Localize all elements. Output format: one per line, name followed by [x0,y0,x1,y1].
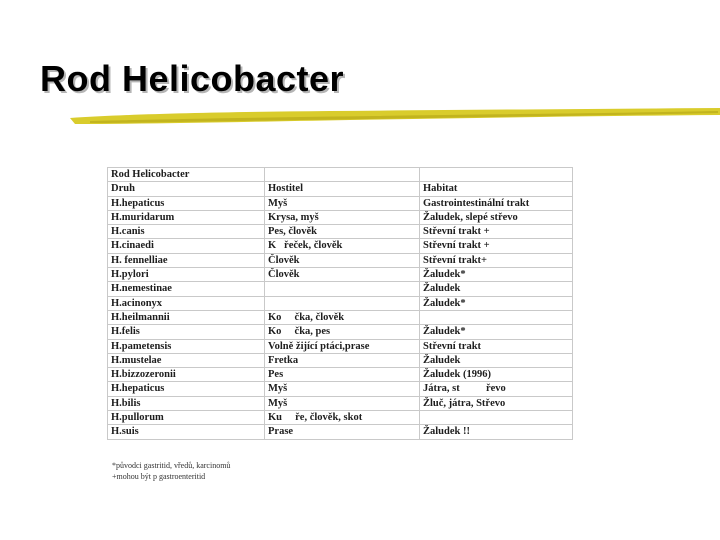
cell-hostitel: Fretka [265,353,420,367]
table-header-row [108,182,573,196]
cell-druh: H.bizzozeronii [108,368,265,382]
cell-habitat: Střevní trakt [420,339,573,353]
cell-habitat: Žaludek, slepé střevo [420,210,573,224]
table-row [108,282,573,296]
table-row [108,239,573,253]
table-row [108,411,573,425]
table-row [108,310,573,324]
cell-druh: H.canis [108,225,265,239]
footnote [112,460,230,482]
cell-habitat: Žaludek [420,282,573,296]
cell-habitat [420,411,573,425]
table-caption: Rod Helicobacter [108,168,265,182]
cell-druh: H.hepaticus [108,196,265,210]
helicobacter-table [107,167,573,440]
cell-hostitel: K řeček, člověk [265,239,420,253]
cell-habitat: Žaludek [420,353,573,367]
table-row [108,425,573,439]
cell-hostitel: Ku ře, člověk, skot [265,411,420,425]
cell-druh: H.nemestinae [108,282,265,296]
cell-druh: H.bilis [108,396,265,410]
cell-hostitel: Ko čka, člověk [265,310,420,324]
cell-druh: H.hepaticus [108,382,265,396]
cell-hostitel: Pes, člověk [265,225,420,239]
table-row [108,196,573,210]
helicobacter-table-container [107,167,573,440]
table-row [108,210,573,224]
slide-title: Rod Helicobacter [40,58,345,99]
table-row [108,253,573,267]
cell-habitat: Gastrointestinální trakt [420,196,573,210]
cell-habitat: Žaludek !! [420,425,573,439]
header-habitat: Habitat [420,182,573,196]
footnote-line-2: +mohou být p gastroenteritid [112,472,206,481]
cell-hostitel [265,296,420,310]
title-underline [70,104,720,128]
cell-hostitel: Člověk [265,253,420,267]
table-row [108,396,573,410]
cell-druh: H.pametensis [108,339,265,353]
cell-druh: H.mustelae [108,353,265,367]
header-hostitel: Hostitel [265,182,420,196]
cell-druh: H.felis [108,325,265,339]
cell-hostitel: Myš [265,196,420,210]
cell-druh: H.heilmannii [108,310,265,324]
footnote-line-1: *původci gastritid, vředů, karcinomů [112,461,231,470]
table-row [108,368,573,382]
cell-druh: H. fennelliae [108,253,265,267]
cell-habitat: Střevní trakt+ [420,253,573,267]
cell-hostitel: Myš [265,396,420,410]
cell-habitat: Žaludek* [420,325,573,339]
table-row [108,325,573,339]
cell-habitat: Střevní trakt + [420,225,573,239]
table-caption-row [108,168,573,182]
cell-habitat: Žaludek* [420,268,573,282]
cell-habitat: Žaludek* [420,296,573,310]
cell-habitat [420,310,573,324]
cell-hostitel [265,282,420,296]
cell-druh: H.acinonyx [108,296,265,310]
table-row [108,268,573,282]
header-druh: Druh [108,182,265,196]
cell-hostitel: Volně žijící ptáci,prase [265,339,420,353]
cell-hostitel: Myš [265,382,420,396]
cell-habitat: Žaludek (1996) [420,368,573,382]
table-row [108,339,573,353]
cell-habitat: Játra, st řevo [420,382,573,396]
cell-druh: H.pullorum [108,411,265,425]
cell-druh: H.suis [108,425,265,439]
cell-druh: H.muridarum [108,210,265,224]
table-row [108,225,573,239]
table-row [108,353,573,367]
cell-habitat: Žluč, játra, Střevo [420,396,573,410]
cell-hostitel: Ko čka, pes [265,325,420,339]
cell-druh: H.pylori [108,268,265,282]
cell-hostitel: Pes [265,368,420,382]
table-row [108,296,573,310]
cell-habitat: Střevní trakt + [420,239,573,253]
table-row [108,382,573,396]
cell-hostitel: Krysa, myš [265,210,420,224]
cell-druh: H.cinaedi [108,239,265,253]
cell-hostitel: Člověk [265,268,420,282]
cell-hostitel: Prase [265,425,420,439]
